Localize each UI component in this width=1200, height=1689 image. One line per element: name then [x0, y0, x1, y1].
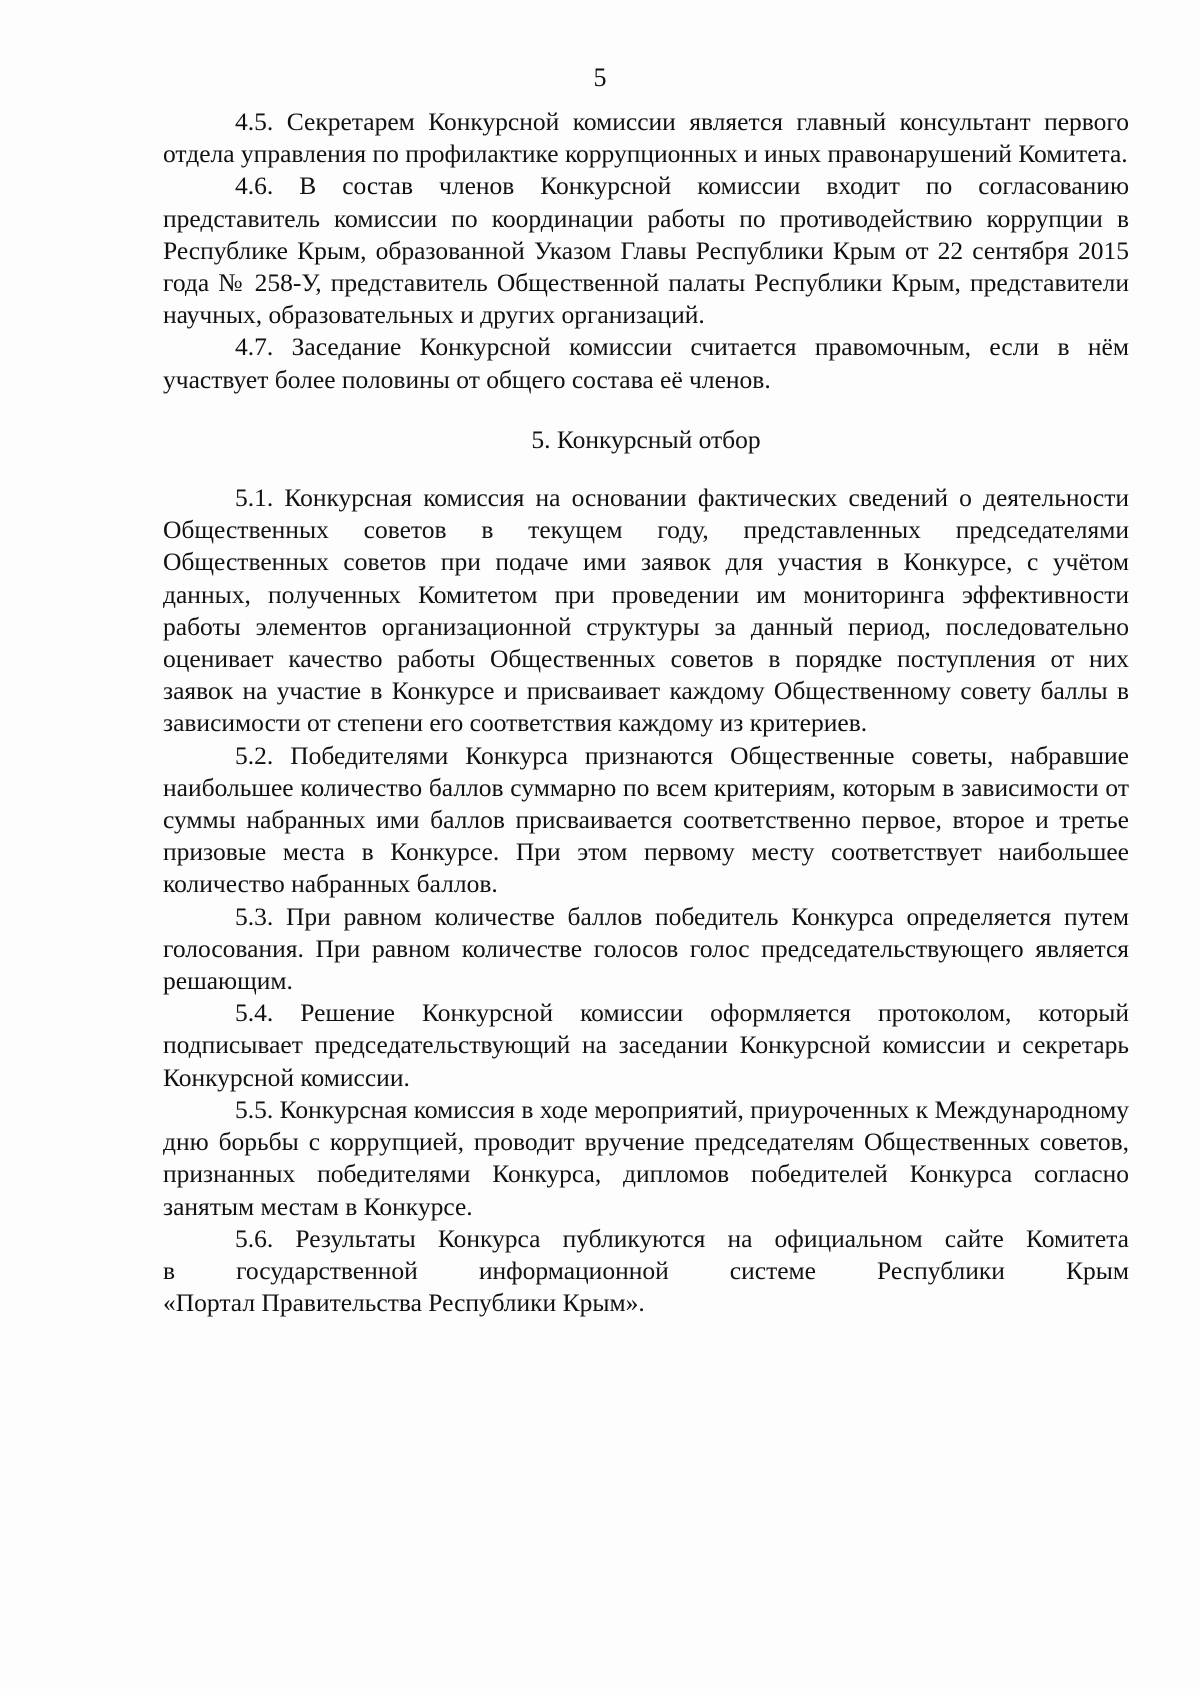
paragraph-5-6-line-1: 5.6. Результаты Конкурса публикуются на официальном сайте Комитета — [235, 1223, 1129, 1253]
document-body — [163, 106, 1129, 1319]
paragraph-5-2: 5.2. Победителями Конкурса признаются Общественные советы, набравшие наибольшее количество баллов суммарно по всем критериям, которым в зависимости от суммы набранных ими баллов присваивается соответственно первое, второе и третье призовые места в Конкурсе. При этом первому месту соответствует наибольшее количество набранных баллов. — [163, 740, 1129, 899]
paragraph-5-5: 5.5. Конкурсная комиссия в ходе мероприятий, приуроченных к Международному дню борьбы с коррупцией, проводит вручение председателям Общественных советов, признанных победителями Конкурса, дипломов победителей Конкурса согласно занятым местам в Конкурсе. — [163, 1094, 1129, 1221]
paragraph-5-4: 5.4. Решение Конкурсной комиссии оформляется протоколом, который подписывает председательствующий на заседании Конкурсной комиссии и секретарь Конкурсной комиссии. — [163, 998, 1129, 1092]
paragraph-4-6: 4.6. В состав членов Конкурсной комиссии входит по согласованию представитель комиссии по координации работы по противодействию коррупции в Республике Крым, образованной Указом Главы Республики Крым от 22 сентября 2015 года № 258-У, представитель Общественной палаты Республики Крым, представители научных, образовательных и других организаций. — [163, 171, 1129, 330]
section-5-heading: 5. Конкурсный отбор — [531, 424, 761, 454]
paragraph-4-7: 4.7. Заседание Конкурсной комиссии считается правомочным, если в нём участвует более половины от общего состава её членов. — [163, 332, 1129, 394]
paragraph-4-5: 4.5. Секретарем Конкурсной комиссии является главный консультант первого отдела управления по профилактике коррупционных и иных правонарушений Комитета. — [163, 107, 1129, 169]
paragraph-5-3: 5.3. При равном количестве баллов победитель Конкурса определяется путем голосования. При равном количестве голосов голос председательствующего является решающим. — [163, 901, 1129, 996]
paragraph-5-6-line-3: «Портал Правительства Республики Крым». — [163, 1288, 645, 1318]
paragraph-5-1: 5.1. Конкурсная комиссия на основании фактических сведений о деятельности Общественных советов в текущем году, представленных председателями Общественных советов при подаче ими заявок для участия в Конкурсе, с учётом данных, полученных Комитетом при проведении им мониторинга эффективности работы элементов организационной структуры за данный период, последовательно оценивает качество работы Общественных советов в порядке поступления от них заявок на участие в Конкурсе и присваивает каждому Общественному совету баллы в зависимости от степени его соответствия каждому из критериев. — [163, 483, 1129, 738]
paragraph-5-6-line-2: в государственной информационной системе Республики Крым — [163, 1255, 1129, 1285]
page-number: 5 — [593, 63, 607, 92]
paragraph-5-6 — [163, 1223, 1129, 1320]
